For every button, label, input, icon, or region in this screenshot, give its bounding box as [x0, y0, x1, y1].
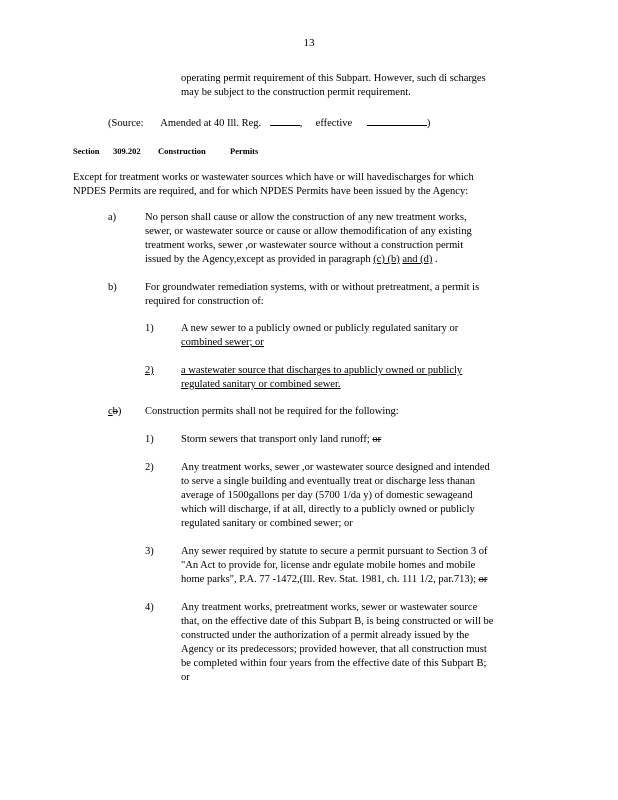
item-c3-line-2: "An Act to provide for, license andr egulate mobile homes and mobile: [181, 560, 476, 571]
item-c4-label: 4): [145, 602, 154, 613]
source-open: (Source:: [108, 118, 144, 129]
item-a-ref-d: and (d): [402, 254, 433, 265]
item-c2-line-3: average of 1500gallons per day (5700 1/da y) of domestic sewageand: [181, 490, 473, 501]
item-c-label: [108, 405, 121, 418]
item-c1-line-1: [181, 433, 381, 446]
item-b2-line-2: regulated sanitary or combined sewer.: [181, 379, 341, 390]
preamble-line-2: NPDES Permits are required, and for which NPDES Permits have been issued by the Agency:: [73, 186, 469, 197]
item-a-line-1: No person shall cause or allow the construction of any new treatment works,: [145, 212, 467, 223]
effective-blank: [367, 115, 427, 126]
section-title-2: Permits: [230, 146, 259, 156]
item-c4-line-2: that, on the effective date of this Subpart B, is being constructed or will be: [181, 616, 494, 627]
item-c1-text: Storm sewers that transport only land runoff;: [181, 434, 370, 445]
item-c3-line-1: Any sewer required by statute to secure a permit pursuant to Section 3 of: [181, 546, 488, 557]
item-c3-text: home parks", P.A. 77 -1472,(Ill. Rev. Stat. 1981, ch. 111 1/2, par.713);: [181, 574, 477, 585]
item-c2-line-2: to serve a single building and eventually treat or discharge less thanan: [181, 476, 476, 487]
item-b2-label: 2): [145, 365, 154, 376]
item-a-line-4: [145, 253, 438, 266]
item-c4-line-4: Agency or its predecessors; provided however, that all construction must: [181, 644, 487, 655]
item-c2-line-4: which will discharge, if at all, directly to a publicly owned or publicly: [181, 504, 475, 515]
intro-line-1: operating permit requirement of this Subpart. However, such di scharges: [181, 73, 486, 84]
item-c4-line-5: be completed within four years from the effective date of this Subpart B;: [181, 658, 487, 669]
item-a-line-2: sewer, or wastewater source or cause or allow themodification of any existing: [145, 226, 472, 237]
date-blank: [270, 115, 300, 126]
item-b2-line-1: a wastewater source that discharges to apublicly owned or publicly: [181, 365, 463, 376]
item-c3-line-3: [181, 573, 487, 586]
item-a-ref-c: (c) (b): [373, 254, 400, 265]
item-c2-line-1: Any treatment works, sewer ,or wastewater source designed and intended: [181, 462, 490, 473]
item-c4-line-6: or: [181, 672, 190, 683]
item-c-label-new: c: [108, 406, 113, 417]
section-label: Section: [73, 146, 100, 156]
item-b1-line-2: combined sewer; or: [181, 337, 264, 348]
item-c-label-old: b: [112, 406, 118, 417]
item-c4-line-3: constructed under the authorization of a permit already issued by the: [181, 630, 470, 641]
item-c-line-1: Construction permits shall not be required for the following:: [145, 406, 399, 417]
item-c1-label: 1): [145, 434, 154, 445]
item-c3-deleted-or: or: [478, 574, 488, 585]
source-comma: ,: [299, 118, 303, 129]
item-b1-label: 1): [145, 323, 154, 334]
intro-line-2: may be subject to the construction permit requirement.: [181, 87, 411, 98]
item-c4-line-1: Any treatment works, pretreatment works, sewer or wastewater source: [181, 602, 478, 613]
item-a-line-4-pre: issued by the Agency,except as provided in paragraph: [145, 254, 374, 265]
section-title-1: Construction: [158, 146, 206, 156]
item-c-label-paren: ): [117, 406, 122, 417]
item-b-label: b): [108, 282, 117, 293]
item-a-line-3: treatment works, sewer ,or wastewater source without a construction permit: [145, 240, 464, 251]
item-b-line-2: required for construction of:: [145, 296, 264, 307]
item-a-label: a): [108, 212, 117, 223]
section-number: 309.202: [113, 146, 141, 156]
item-c2-line-5: regulated sanitary or combined sewer; or: [181, 518, 353, 529]
preamble-line-1: Except for treatment works or wastewater sources which have or will havedischarges for which: [73, 172, 474, 183]
item-b-line-1: For groundwater remediation systems, with or without pretreatment, a permit is: [145, 282, 480, 293]
item-c2-label: 2): [145, 462, 154, 473]
item-a-line-4-end: .: [432, 254, 438, 265]
item-c1-deleted-or: or: [372, 434, 382, 445]
item-c3-label: 3): [145, 546, 154, 557]
item-b1-line-1: A new sewer to a publicly owned or publicly regulated sanitary or: [181, 323, 459, 334]
page-number: 13: [303, 37, 315, 49]
source-effective: effective: [315, 118, 353, 129]
source-amended: Amended at 40 Ill. Reg.: [160, 118, 262, 129]
source-note: [108, 115, 430, 130]
source-close: ): [426, 118, 431, 129]
